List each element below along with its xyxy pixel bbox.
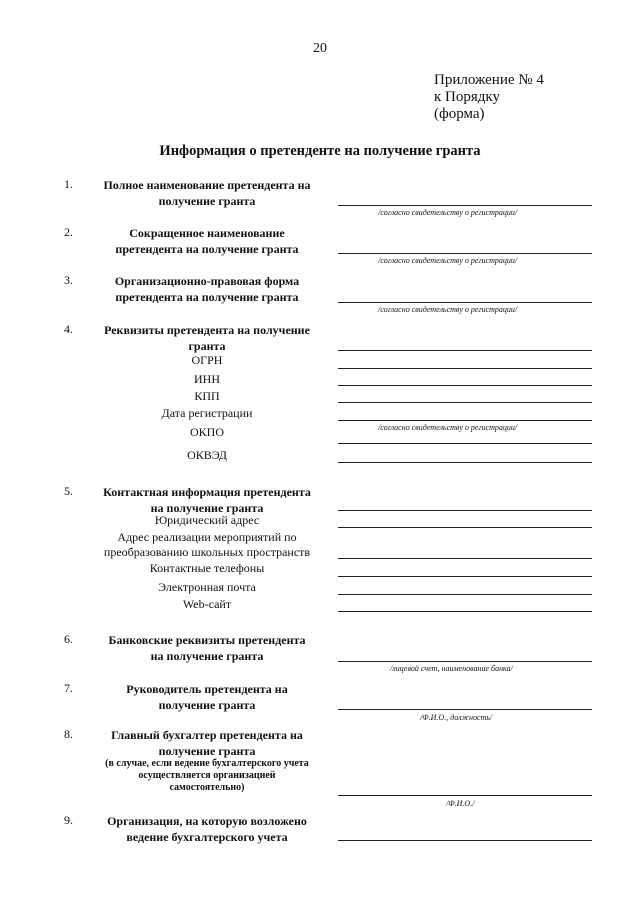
item-1-caption: /согласно свидетельству о регистрации/ bbox=[378, 208, 518, 217]
item-1-label bbox=[90, 177, 324, 209]
item-7-caption: /Ф.И.О., должность/ bbox=[420, 713, 493, 722]
appendix-line-2: к Порядку bbox=[434, 89, 500, 105]
item-3-number: 3. bbox=[64, 273, 73, 287]
field-okved-label: ОКВЭД bbox=[187, 448, 227, 462]
appendix-line-1: Приложение № 4 bbox=[434, 72, 544, 88]
item-4-number: 4. bbox=[64, 322, 73, 336]
field-phones-input-line[interactable] bbox=[338, 576, 592, 577]
item-2-label-line-2: претендента на получение гранта bbox=[115, 242, 299, 256]
item-9-label-line-2: ведение бухгалтерского учета bbox=[126, 830, 288, 844]
field-event-address-input-line[interactable] bbox=[338, 558, 592, 559]
field-website-input-line[interactable] bbox=[338, 611, 592, 612]
field-email-label: Электронная почта bbox=[158, 580, 256, 594]
item-2-label bbox=[90, 225, 324, 257]
item-6-number: 6. bbox=[64, 632, 73, 646]
item-3-label bbox=[90, 273, 324, 305]
item-2-number: 2. bbox=[64, 225, 73, 239]
item-4-label-line-2: гранта bbox=[188, 339, 226, 353]
field-legal-address-label: Юридический адрес bbox=[154, 513, 260, 527]
item-6-caption: /лицевой счет, наименование банка/ bbox=[390, 664, 513, 673]
field-ogrn-input-line[interactable] bbox=[338, 368, 592, 369]
item-8-number: 8. bbox=[64, 727, 73, 741]
item-2-caption: /согласно свидетельству о регистрации/ bbox=[378, 256, 518, 265]
field-okpo-input-line[interactable] bbox=[338, 443, 592, 444]
item-6-label-line-2: на получение гранта bbox=[150, 649, 264, 663]
field-kpp-label: КПП bbox=[194, 389, 220, 403]
appendix-header bbox=[434, 72, 544, 123]
item-7-input-line[interactable] bbox=[338, 709, 592, 710]
field-ogrn-label: ОГРН bbox=[191, 353, 223, 367]
item-4-input-line-1[interactable] bbox=[338, 350, 592, 351]
item-8-note bbox=[90, 758, 324, 794]
item-4-label bbox=[90, 322, 324, 354]
item-1-label-line-2: получение гранта bbox=[158, 194, 256, 208]
item-6-label bbox=[90, 632, 324, 664]
item-8-caption: /Ф.И.О./ bbox=[446, 799, 475, 808]
item-8-note-line-3: самостоятельно) bbox=[169, 782, 245, 793]
field-email-input-line[interactable] bbox=[338, 594, 592, 595]
item-3-label-line-2: претендента на получение гранта bbox=[115, 290, 299, 304]
item-2-label-line-1: Сокращенное наименование bbox=[129, 226, 285, 240]
item-2-input-line[interactable] bbox=[338, 253, 592, 254]
item-8-label-line-1: Главный бухгалтер претендента на bbox=[111, 728, 303, 742]
item-8-input-line[interactable] bbox=[338, 795, 592, 796]
field-registration-date-label: Дата регистрации bbox=[161, 406, 253, 420]
field-inn-input-line[interactable] bbox=[338, 385, 592, 386]
item-6-label-line-1: Банковские реквизиты претендента bbox=[108, 633, 306, 647]
item-8-label-line-2: получение гранта bbox=[158, 744, 256, 758]
item-8-note-line-1: (в случае, если ведение бухгалтерского учета bbox=[105, 758, 309, 769]
field-event-address-label-1: Адрес реализации мероприятий по bbox=[117, 530, 297, 544]
field-okved-input-line[interactable] bbox=[338, 462, 592, 463]
item-9-number: 9. bbox=[64, 813, 73, 827]
field-event-address-label-2: преобразованию школьных пространств bbox=[103, 545, 311, 559]
item-3-caption: /согласно свидетельству о регистрации/ bbox=[378, 305, 518, 314]
item-5-input-line-1[interactable] bbox=[338, 510, 592, 511]
appendix-line-3: (форма) bbox=[434, 106, 485, 122]
field-legal-address-input-line[interactable] bbox=[338, 527, 592, 528]
item-7-label bbox=[90, 681, 324, 713]
field-phones-label: Контактные телефоны bbox=[149, 561, 265, 575]
item-5-label-line-1: Контактная информация претендента bbox=[103, 485, 311, 499]
item-3-input-line[interactable] bbox=[338, 302, 592, 303]
item-1-label-line-1: Полное наименование претендента на bbox=[103, 178, 311, 192]
item-8-note-line-2: осуществляется организацией bbox=[138, 770, 276, 781]
item-6-input-line[interactable] bbox=[338, 661, 592, 662]
page-number: 20 bbox=[313, 41, 327, 56]
item-4-label-line-1: Реквизиты претендента на получение bbox=[104, 323, 310, 337]
item-7-label-line-1: Руководитель претендента на bbox=[126, 682, 288, 696]
item-8-label bbox=[90, 727, 324, 759]
item-3-label-line-1: Организационно-правовая форма bbox=[114, 274, 300, 288]
field-registration-date-input-line[interactable] bbox=[338, 420, 592, 421]
document-title: Информация о претенденте на получение гранта bbox=[159, 143, 481, 159]
item-5-number: 5. bbox=[64, 484, 73, 498]
item-1-number: 1. bbox=[64, 177, 73, 191]
item-9-label bbox=[90, 813, 324, 845]
field-inn-label: ИНН bbox=[194, 372, 220, 386]
item-4-caption: /согласно свидетельству о регистрации/ bbox=[378, 423, 518, 432]
item-9-label-line-1: Организация, на которую возложено bbox=[107, 814, 307, 828]
item-5-label bbox=[90, 484, 324, 516]
field-okpo-label: ОКПО bbox=[189, 425, 224, 439]
field-kpp-input-line[interactable] bbox=[338, 402, 592, 403]
item-9-input-line[interactable] bbox=[338, 840, 592, 841]
item-7-number: 7. bbox=[64, 681, 73, 695]
item-5-label-line-2: на получение гранта bbox=[150, 501, 264, 515]
item-7-label-line-2: получение гранта bbox=[158, 698, 256, 712]
item-1-input-line[interactable] bbox=[338, 205, 592, 206]
field-website-label: Web-сайт bbox=[182, 597, 232, 611]
